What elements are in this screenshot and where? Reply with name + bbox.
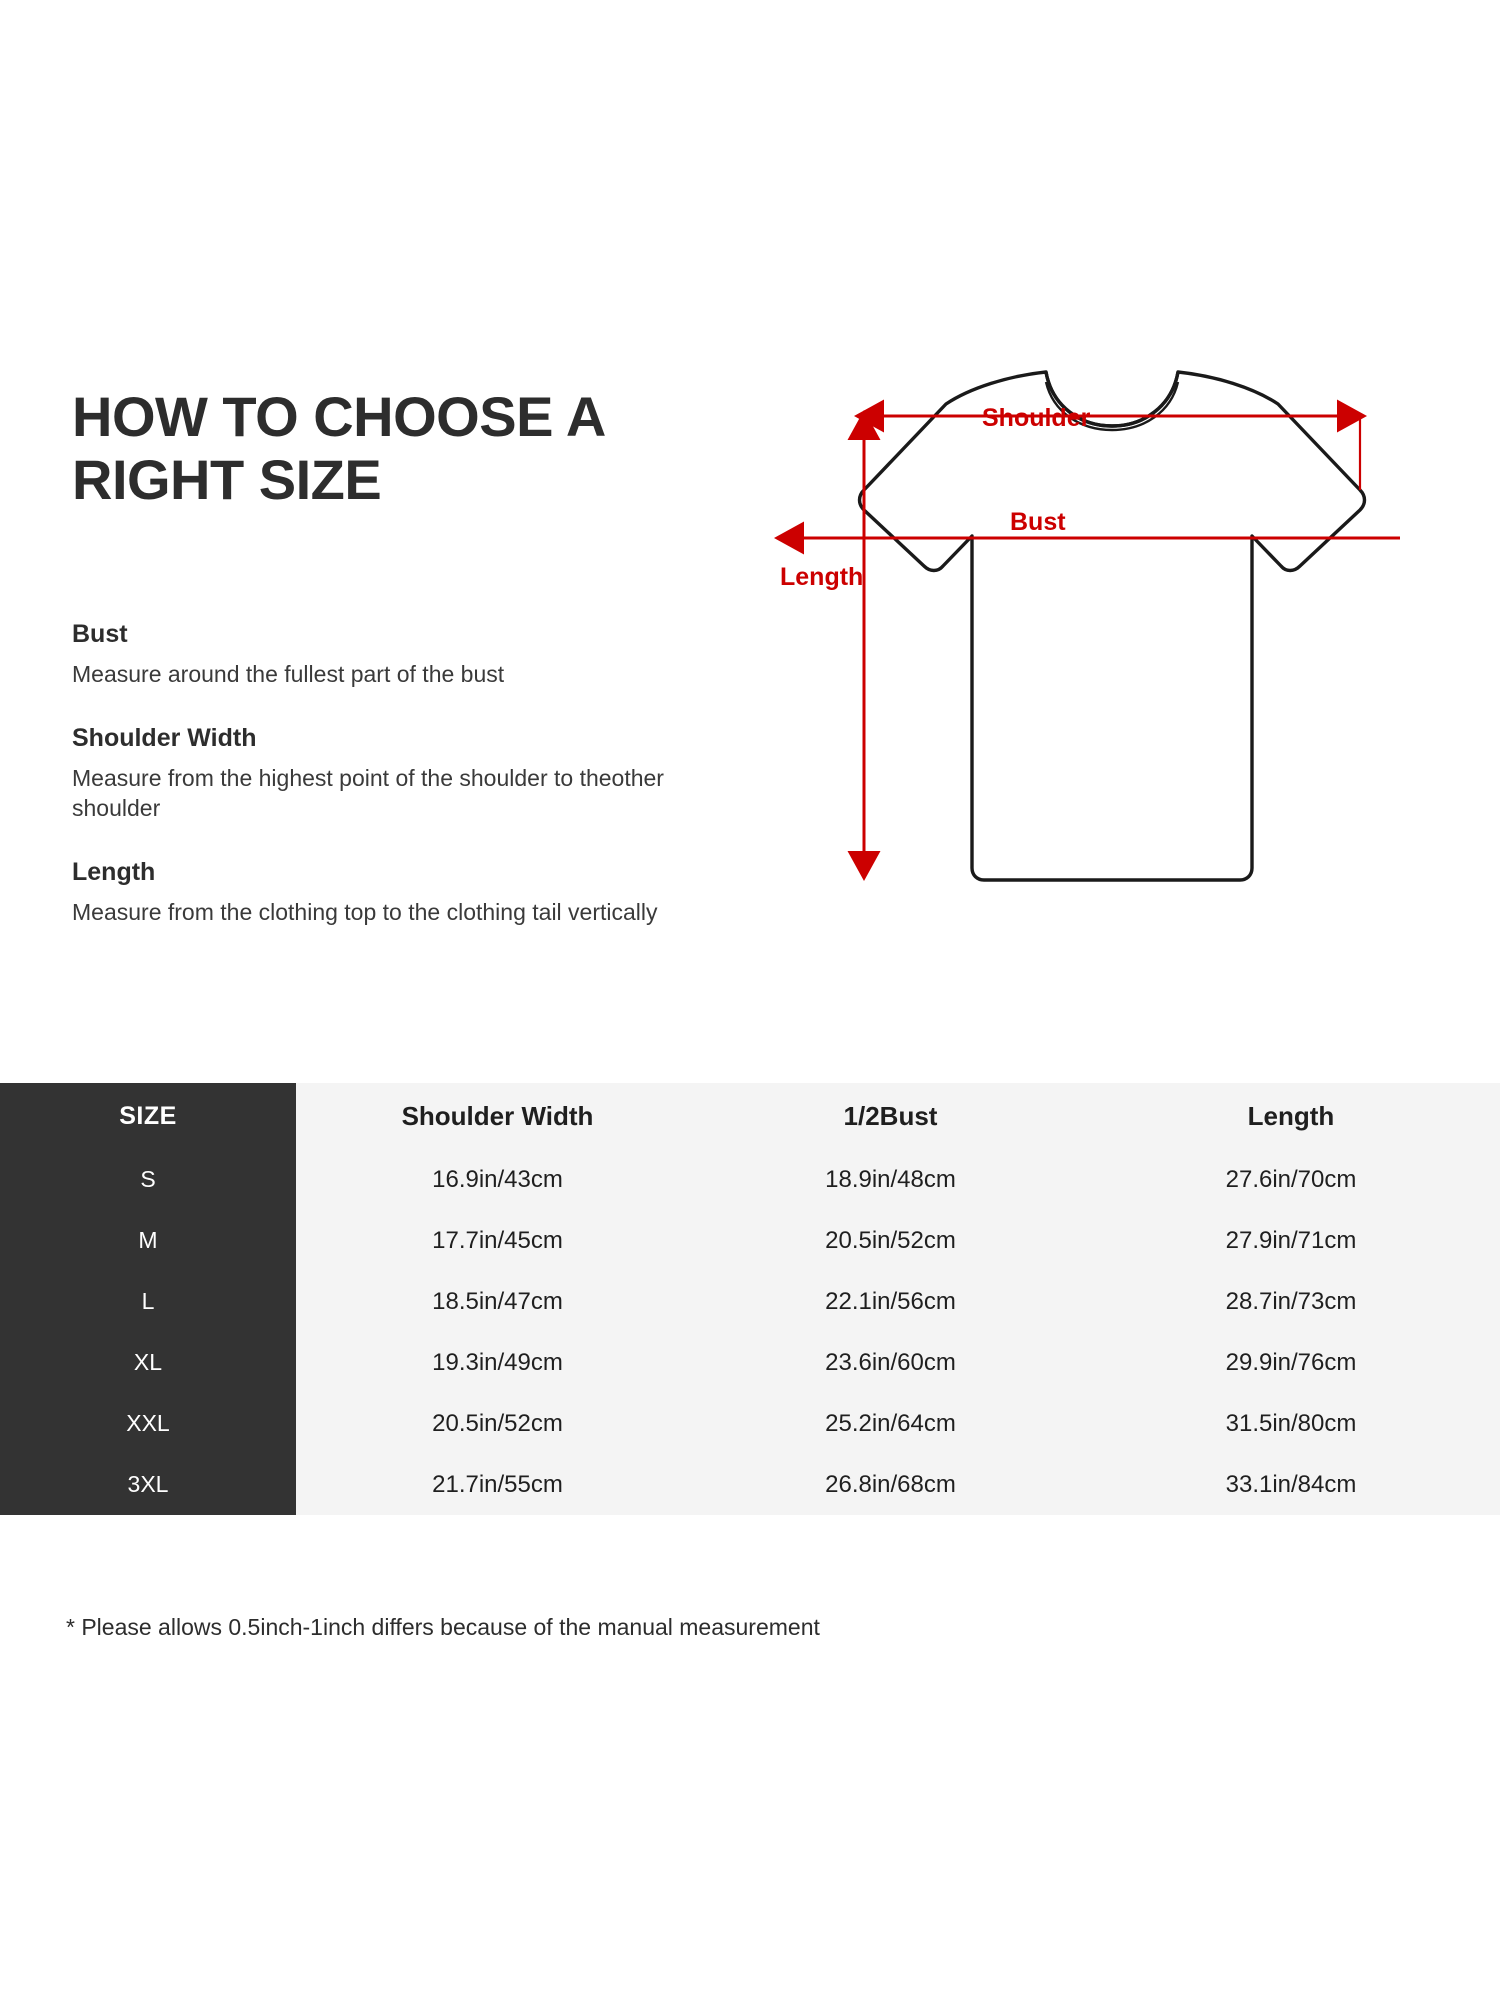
cell-size: M: [0, 1210, 296, 1271]
cell-shoulder-width: 20.5in/52cm: [296, 1393, 699, 1454]
cell-shoulder-width: 19.3in/49cm: [296, 1332, 699, 1393]
cell-size: L: [0, 1271, 296, 1332]
cell-size: XXL: [0, 1393, 296, 1454]
definition-term-bust: Bust: [72, 620, 128, 648]
table-row: [0, 1393, 1500, 1454]
measurement-note: * Please allows 0.5inch-1inch differs because of the manual measurement: [66, 1614, 820, 1640]
table-row: [0, 1271, 1500, 1332]
table-header-length: Length: [1082, 1083, 1500, 1149]
page-title: HOW TO CHOOSE A RIGHT SIZE: [72, 385, 604, 512]
measurement-definitions: [72, 620, 692, 927]
cell-length: 27.6in/70cm: [1082, 1149, 1500, 1210]
table-header-half-bust: 1/2Bust: [699, 1083, 1082, 1149]
cell-length: 33.1in/84cm: [1082, 1454, 1500, 1515]
bust-label: Bust: [1010, 508, 1066, 536]
cell-shoulder-width: 18.5in/47cm: [296, 1271, 699, 1332]
cell-length: 27.9in/71cm: [1082, 1210, 1500, 1271]
definition-description-length: Measure from the clothing top to the clothing tail vertically: [72, 898, 658, 925]
table-header-row: [0, 1083, 1500, 1149]
table-row: [0, 1210, 1500, 1271]
cell-half-bust: 18.9in/48cm: [699, 1149, 1082, 1210]
table-row: [0, 1332, 1500, 1393]
table-row: [0, 1149, 1500, 1210]
shoulder-label: Shoulder: [982, 404, 1091, 432]
definition-term-length: Length: [72, 857, 156, 886]
cell-half-bust: 20.5in/52cm: [699, 1210, 1082, 1271]
cell-half-bust: 26.8in/68cm: [699, 1454, 1082, 1515]
table-row: [0, 1454, 1500, 1515]
length-label: Length: [780, 563, 864, 591]
definition-term-shoulder-width: Shoulder Width: [72, 723, 257, 752]
cell-shoulder-width: 16.9in/43cm: [296, 1149, 699, 1210]
definition-description-bust: Measure around the fullest part of the bust: [72, 661, 505, 687]
definition-description-shoulder-width: Measure from the highest point of the shoulder to theother shoulder: [72, 764, 664, 822]
cell-half-bust: 23.6in/60cm: [699, 1332, 1082, 1393]
cell-length: 28.7in/73cm: [1082, 1271, 1500, 1332]
cell-size: XL: [0, 1332, 296, 1393]
cell-shoulder-width: 21.7in/55cm: [296, 1454, 699, 1515]
cell-half-bust: 22.1in/56cm: [699, 1271, 1082, 1332]
cell-shoulder-width: 17.7in/45cm: [296, 1210, 699, 1271]
table-header-shoulder-width: Shoulder Width: [296, 1083, 699, 1149]
cell-half-bust: 25.2in/64cm: [699, 1393, 1082, 1454]
cell-size: S: [0, 1149, 296, 1210]
cell-length: 31.5in/80cm: [1082, 1393, 1500, 1454]
size-chart-table: [0, 1083, 1500, 1515]
tshirt-outline: [860, 372, 1365, 880]
table-header-size: SIZE: [0, 1083, 296, 1149]
cell-length: 29.9in/76cm: [1082, 1332, 1500, 1393]
tshirt-diagram: [760, 370, 1400, 1030]
cell-size: 3XL: [0, 1454, 296, 1515]
